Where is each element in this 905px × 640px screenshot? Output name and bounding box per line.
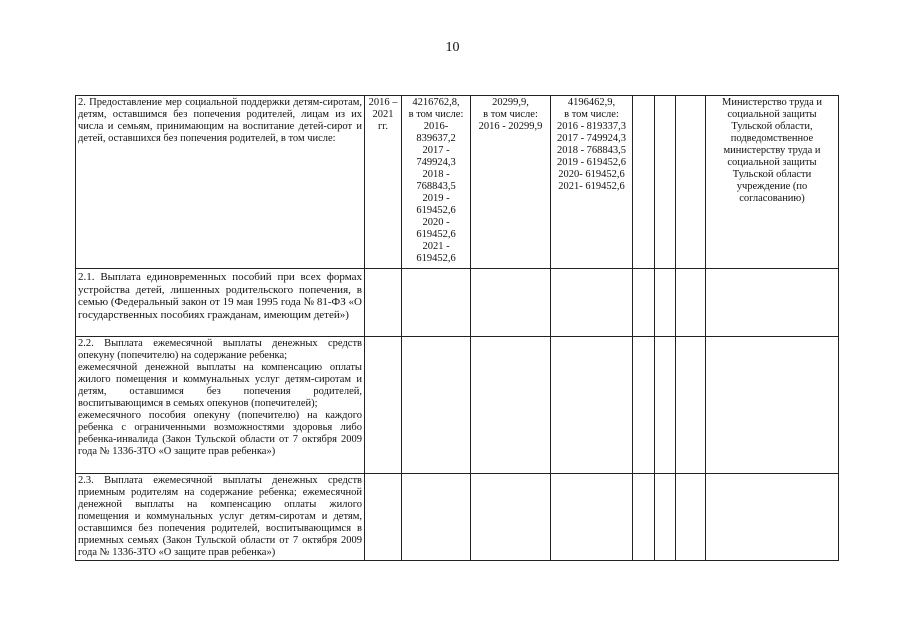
empty-cell [365, 337, 402, 474]
regional-line: 4196462,9, [567, 97, 616, 108]
total-line: 768843,5 [416, 181, 456, 192]
total-line: в том числе: [408, 109, 464, 120]
description-paragraph: 2.2. Выплата ежемесячной выплаты денежных средств опекуну (попечителю) на содержание ребенка; [78, 338, 362, 361]
description-paragraph: ежемесячной денежной выплаты на компенсацию оплаты жилого помещения и коммунальных услуг детям-сиротам и детям, оставшимся без попечения родителей, воспитывающимся в семьях опекунов (попечителей); [78, 362, 362, 409]
empty-cell [655, 96, 676, 269]
empty-cell [655, 269, 676, 337]
empty-cell [706, 269, 839, 337]
federal-line: 2016 - 20299,9 [478, 121, 543, 132]
total-line: 619452,6 [416, 253, 456, 264]
period-line: 2016 – [368, 97, 398, 108]
table-row-2 [76, 96, 839, 269]
table-row-2-2 [76, 337, 839, 474]
measure-2-total-funding [402, 96, 471, 269]
measure-2-1-description: 2.1. Выплата единовременных пособий при всех формах устройства детей, лишенных родительского попечения, в семью (Федеральный закон от 19 мая 1995 года № 81-ФЗ «О государственных пособиях гражданам, имеющим детей») [76, 269, 365, 337]
empty-cell [633, 96, 655, 269]
page-number: 10 [445, 40, 460, 55]
measure-2-description: 2. Предоставление мер социальной поддержки детям-сиротам, детям, оставшимся без попечения родителей, лицам из их числа и семьям, принимающим на воспитание детей-сирот и детей, оставшихся без попечения родителей, в том числе: [76, 96, 365, 269]
total-line: 2021 - [422, 241, 450, 252]
empty-cell [676, 96, 706, 269]
empty-cell [402, 474, 471, 561]
empty-cell [551, 474, 633, 561]
empty-cell [706, 337, 839, 474]
empty-cell [676, 337, 706, 474]
table-row-2-3 [76, 474, 839, 561]
total-line: 619452,6 [416, 205, 456, 216]
regional-line: 2018 - 768843,5 [556, 145, 627, 156]
empty-cell [365, 474, 402, 561]
empty-cell [402, 337, 471, 474]
federal-line: в том числе: [483, 109, 538, 120]
total-line: 2017 - [422, 145, 450, 156]
empty-cell [676, 474, 706, 561]
federal-line: 20299,9, [492, 97, 529, 108]
empty-cell [655, 474, 676, 561]
regional-line: 2016 - 819337,3 [556, 121, 627, 132]
table-row-2-1 [76, 269, 839, 337]
total-line: 839637,2 [416, 133, 456, 144]
empty-cell [471, 474, 551, 561]
empty-cell [633, 337, 655, 474]
total-line: 2020 - [422, 217, 450, 228]
empty-cell [365, 269, 402, 337]
measure-2-3-description: 2.3. Выплата ежемесячной выплаты денежных средств приемным родителям на содержание ребенка; ежемесячной денежной выплаты на компенсацию оплаты жилого помещения и коммунальных услуг детям-сиротам и детям, оставшимся без попечения родителей, воспитывающимся в приемных семьях (Закон Тульской области от 7 октября 2009 года № 1336-ЗТО «О защите прав ребенка») [76, 474, 365, 561]
responsible-line: учреждение (по [736, 181, 808, 192]
empty-cell [471, 337, 551, 474]
responsible-line: Министерство труда и [721, 97, 823, 108]
regional-line: в том числе: [564, 109, 619, 120]
total-line: 4216762,8, [412, 97, 460, 108]
regional-line: 2019 - 619452,6 [556, 157, 627, 168]
empty-cell [706, 474, 839, 561]
total-line: 2019 - [422, 193, 450, 204]
empty-cell [633, 474, 655, 561]
measure-2-federal-funding [471, 96, 551, 269]
empty-cell [676, 269, 706, 337]
program-measures-table [75, 95, 839, 561]
responsible-line: подведомственное [730, 133, 814, 144]
measure-2-responsible [706, 96, 839, 269]
empty-cell [655, 337, 676, 474]
responsible-line: социальной защиты [727, 157, 817, 168]
regional-line: 2017 - 749924,3 [556, 133, 627, 144]
responsible-line: согласованию) [739, 193, 805, 204]
responsible-line: социальной защиты [727, 109, 817, 120]
description-paragraph: ежемесячного пособия опекуну (попечителю) на каждого ребенка с ограниченными возможностями здоровья либо ребенка-инвалида (Закон Тульской области от 7 октября 2009 года № 1336-ЗТО «О защите прав ребенка») [78, 410, 362, 457]
empty-cell [551, 337, 633, 474]
empty-cell [633, 269, 655, 337]
empty-cell [551, 269, 633, 337]
total-line: 2018 - [422, 169, 450, 180]
total-line: 2016- [423, 121, 449, 132]
measure-2-regional-funding [551, 96, 633, 269]
responsible-line: Тульской области, [731, 121, 813, 132]
total-line: 619452,6 [416, 229, 456, 240]
regional-line: 2020- 619452,6 [558, 169, 625, 180]
responsible-line: министерству труда и [723, 145, 821, 156]
regional-line: 2021- 619452,6 [558, 181, 625, 192]
responsible-line: Тульской области [732, 169, 812, 180]
measure-2-2-description [76, 337, 365, 474]
period-line: 2021 гг. [372, 109, 394, 132]
empty-cell [402, 269, 471, 337]
empty-cell [471, 269, 551, 337]
measure-2-period [365, 96, 402, 269]
total-line: 749924,3 [416, 157, 456, 168]
